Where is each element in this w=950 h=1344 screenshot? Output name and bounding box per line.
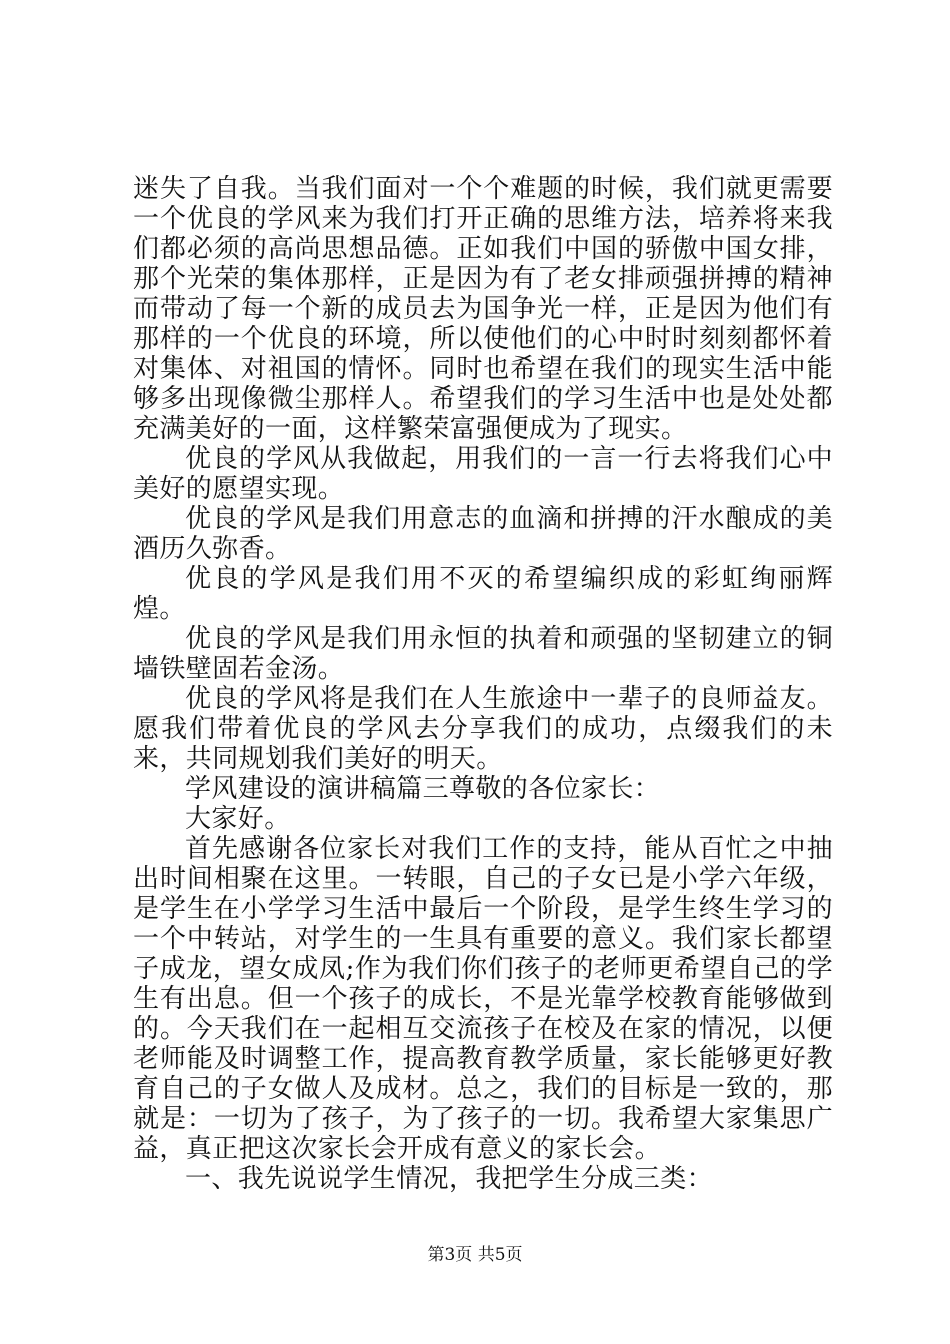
page-number-footer: 第3页 共5页 — [427, 1245, 523, 1265]
paragraph: 优良的学风是我们用永恒的执着和顽强的坚韧建立的铜墙铁壁固若金汤。 — [133, 624, 833, 684]
document-body — [133, 174, 833, 1194]
paragraph: 优良的学风将是我们在人生旅途中一辈子的良师益友。愿我们带着优良的学风去分享我们的成功，点缀我们的未来，共同规划我们美好的明天。 — [133, 684, 833, 774]
paragraph: 学风建设的演讲稿篇三尊敬的各位家长： — [185, 774, 661, 804]
paragraph: 优良的学风是我们用不灭的希望编织成的彩虹绚丽辉煌。 — [133, 564, 833, 624]
paragraph: 优良的学风从我做起，用我们的一言一行去将我们心中美好的愿望实现。 — [133, 444, 833, 504]
paragraph: 优良的学风是我们用意志的血滴和拼搏的汗水酿成的美酒历久弥香。 — [133, 504, 833, 564]
paragraph: 一、我先说说学生情况，我把学生分成三类： — [185, 1164, 714, 1194]
paragraph: 大家好。 — [185, 804, 291, 834]
paragraph: 首先感谢各位家长对我们工作的支持，能从百忙之中抽出时间相聚在这里。一转眼，自己的子女已是小学六年级，是学生在小学学习生活中最后一个阶段，是学生终生学习的一个中转站，对学生的一生具有重要的意义。我们家长都望子成龙，望女成凤;作为我们你们孩子的老师更希望自己的学生有出息。但一个孩子的成长，不是光靠学校教育能够做到的。今天我们在一起相互交流孩子在校及在家的情况，以便老师能及时调整工作，提高教育教学质量，家长能够更好教育自己的子女做人及成材。总之，我们的目标是一致的，那就是：一切为了孩子，为了孩子的一切。我希望大家集思广益，真正把这次家长会开成有意义的家长会。 — [133, 834, 833, 1164]
paragraph: 迷失了自我。当我们面对一个个难题的时候，我们就更需要一个优良的学风来为我们打开正确的思维方法，培养将来我们都必须的高尚思想品德。正如我们中国的骄傲中国女排，那个光荣的集体那样，正是因为有了老女排顽强拼搏的精神而带动了每一个新的成员去为国争光一样，正是因为他们有那样的一个优良的环境，所以使他们的心中时时刻刻都怀着对集体、对祖国的情怀。同时也希望在我们的现实生活中能够多出现像微尘那样人。希望我们的学习生活中也是处处都充满美好的一面，这样繁荣富强便成为了现实。 — [133, 174, 833, 444]
